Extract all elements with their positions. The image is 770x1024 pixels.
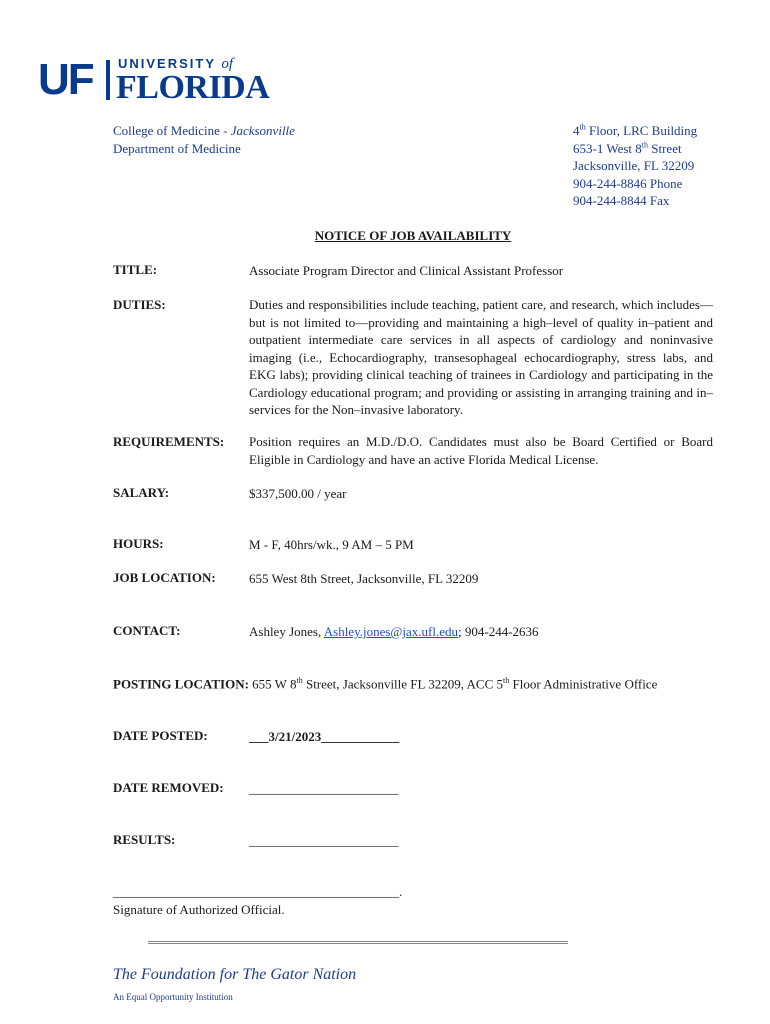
salary-label: SALARY:: [113, 485, 170, 500]
logo-divider: [106, 60, 110, 100]
duties-value: Duties and responsibilities include teaching, patient care, and research, which includes—but is not limited to—providing and maintaining a high–level of quality in–patient and outpatient intermediate care services in all aspects of cardiology and noninvasive imaging (i.e., Echocardiography, transesophageal echocardiography, stress labs, and EKG labs); providing clinical teaching of trainees in Cardiology and participating in the Cardiology educational program; and providing or assisting in arranging training and in–services for the Non–invasive laboratory.: [249, 297, 713, 417]
posting-c: Floor Administrative Office: [509, 676, 658, 692]
date-posted-label: DATE POSTED:: [113, 728, 208, 743]
posting-location-label: POSTING LOCATION:: [113, 676, 249, 692]
address-city: Jacksonville, FL 32209: [573, 158, 695, 173]
foundation-tagline: The Foundation for The Gator Nation: [113, 966, 357, 983]
floor-sup: th: [579, 122, 586, 132]
street-b: Street: [648, 140, 682, 156]
contact-phone: ; 904-244-2636: [458, 624, 539, 639]
header-left: [113, 122, 295, 158]
logo-mark: UF: [38, 55, 93, 104]
results-value: _______________________: [249, 833, 399, 848]
street-sup: th: [641, 140, 648, 150]
contact-name: Ashley Jones,: [249, 624, 324, 639]
notice-title: NOTICE OF JOB AVAILABILITY: [314, 228, 512, 243]
floor-rest: Floor, LRC Building: [585, 123, 698, 138]
posting-sup2: th: [503, 676, 510, 685]
signature-label: Signature of Authorized Official.: [113, 902, 285, 917]
duties-label: DUTIES:: [113, 297, 166, 312]
hours-value: M - F, 40hrs/wk., 9 AM – 5 PM: [249, 537, 414, 552]
posting-sup1: th: [296, 676, 303, 685]
logo-florida: FLORIDA: [116, 69, 270, 106]
contact-email-link[interactable]: Ashley.jones@jax.ufl.edu: [323, 624, 458, 639]
job-location-label: JOB LOCATION:: [113, 570, 216, 585]
posting-location: [113, 676, 657, 692]
contact-value: [249, 623, 539, 641]
street-a: 653-1 West 8: [573, 140, 642, 156]
requirements-label: REQUIREMENTS:: [113, 434, 225, 449]
title-value: Associate Program Director and Clinical Assistant Professor: [249, 263, 564, 278]
college-campus: Jacksonville: [230, 123, 295, 138]
date-removed-value: _______________________: [249, 781, 399, 796]
date-posted-value: ___3/21/2023____________: [249, 729, 400, 744]
posting-b: Street, Jacksonville FL 32209, ACC 5: [302, 676, 504, 692]
date-removed-label: DATE REMOVED:: [113, 780, 224, 795]
contact-label: CONTACT:: [113, 623, 181, 638]
logo-university-word: UNIVERSITY: [118, 56, 216, 71]
header-address: [573, 122, 697, 210]
posting-a: 655 W 8: [248, 676, 297, 692]
address-fax: 904-244-8844 Fax: [573, 193, 670, 208]
floor-number: 4: [573, 123, 580, 138]
requirements-value: Position requires an M.D./D.O. Candidates must also be Board Certified or Board Eligible in Cardiology and have an active Florida Medical License.: [249, 434, 713, 467]
salary-value: $337,500.00 / year: [249, 486, 347, 501]
hours-label: HOURS:: [113, 536, 164, 551]
department-name: Department of Medicine: [113, 141, 241, 156]
logo-of-word: of: [221, 56, 234, 72]
job-location-value: 655 West 8th Street, Jacksonville, FL 32209: [249, 571, 479, 586]
college-text: College of Medicine -: [113, 123, 231, 138]
results-label: RESULTS:: [113, 832, 176, 847]
footer-divider: [148, 941, 568, 944]
college-name: [113, 122, 295, 140]
address-floor: [573, 122, 697, 140]
address-street: [573, 140, 697, 158]
title-label: TITLE:: [113, 262, 158, 277]
address-phone: 904-244-8846 Phone: [573, 175, 683, 191]
uf-logo: [38, 56, 278, 104]
equal-opportunity-note: An Equal Opportunity Institution: [113, 992, 233, 1002]
signature-line: ____________________________________________.: [113, 884, 403, 899]
